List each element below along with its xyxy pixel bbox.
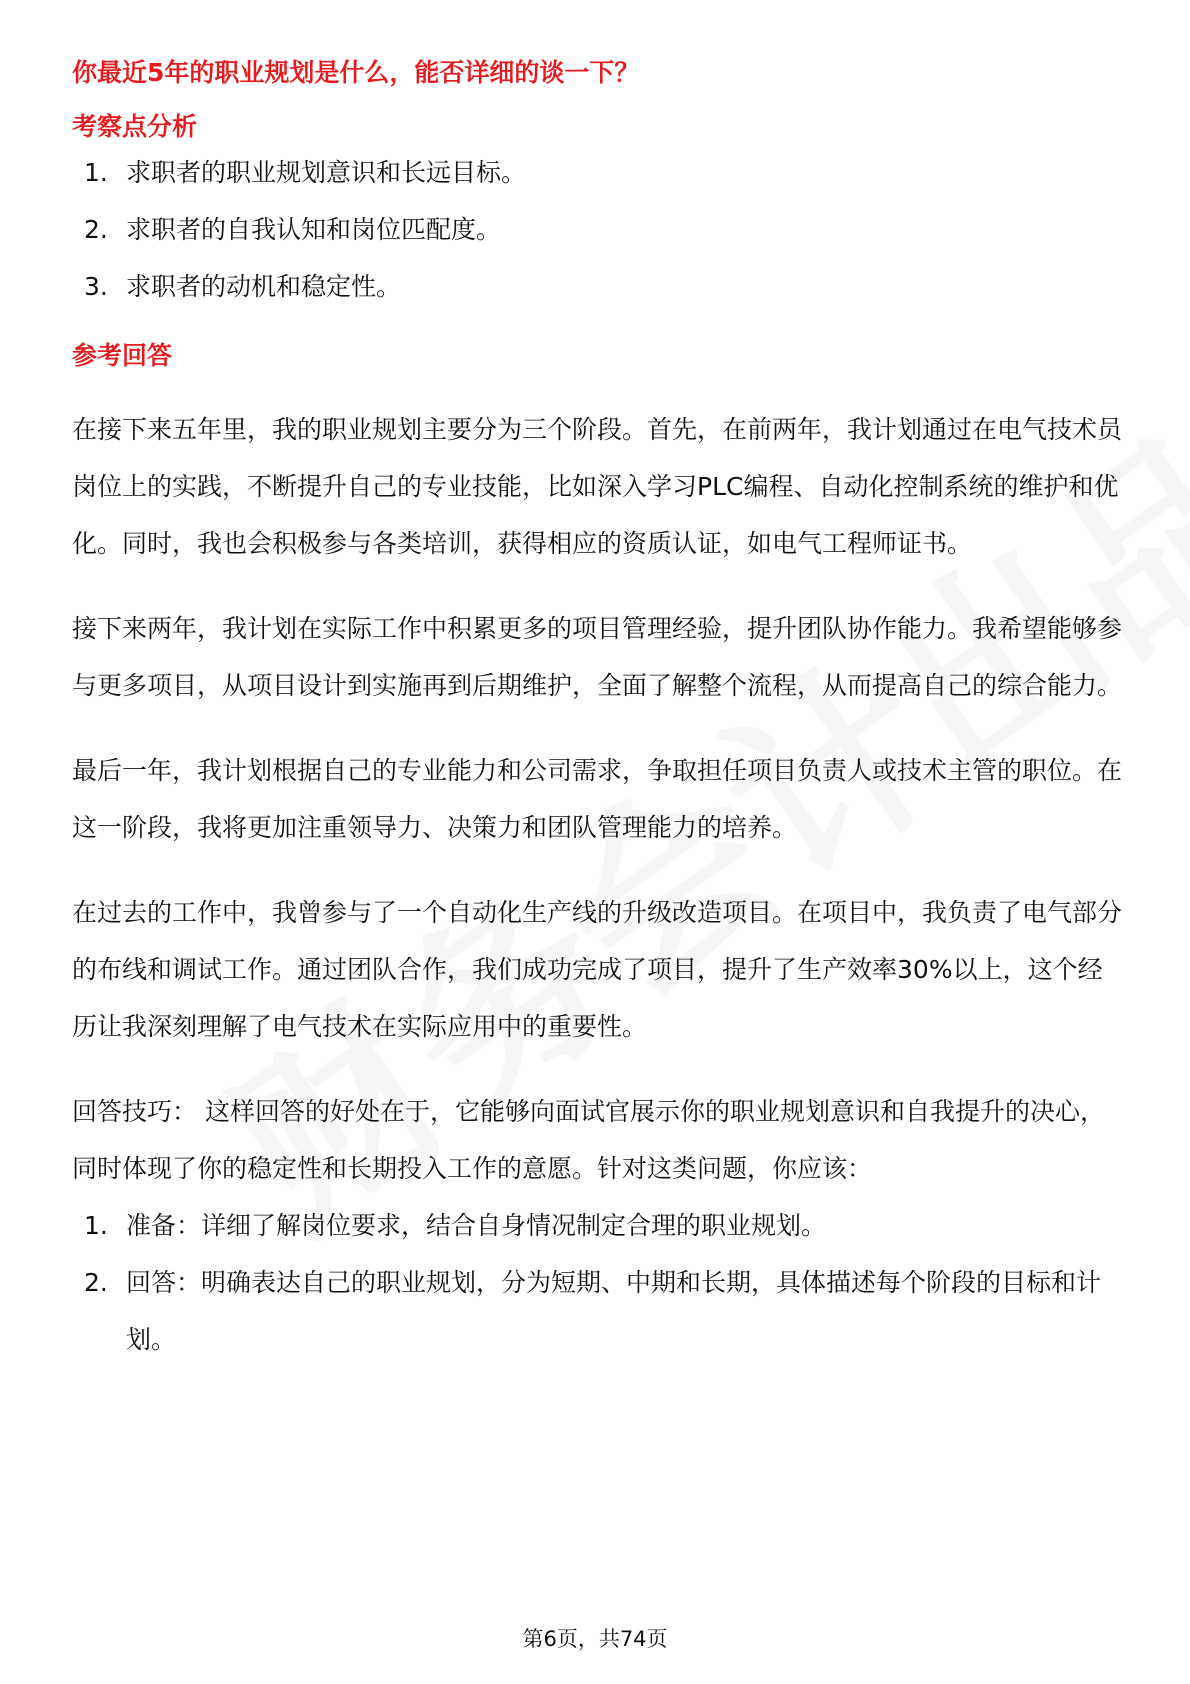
list-item xyxy=(72,258,1122,315)
answer-paragraph-1: 在接下来五年里，我的职业规划主要分为三个阶段。首先，在前两年，我计划通过在电气技术员岗位上的实践，不断提升自己的专业技能，比如深入学习PLC编程、自动化控制系统的维护和优化。同时，我也会积极参与各类培训，获得相应的资质认证，如电气工程师证书。 xyxy=(72,415,1123,558)
page-content xyxy=(72,56,1122,1368)
answer-tips-intro: 回答技巧： 这样回答的好处在于，它能够向面试官展示你的职业规划意识和自我提升的决心，同时体现了你的稳定性和长期投入工作的意愿。针对这类问题，你应该： xyxy=(72,1097,1105,1183)
list-item-text: 准备：详细了解岗位要求，结合自身情况制定合理的职业规划。 xyxy=(126,1211,827,1240)
answer-paragraph-4: 在过去的工作中，我曾参与了一个自动化生产线的升级改造项目。在项目中，我负责了电气部分的布线和调试工作。通过团队合作，我们成功完成了项目，提升了生产效率30%以上，这个经历让我深刻理解了电气技术在实际应用中的重要性。 xyxy=(72,898,1123,1041)
list-number: 1. xyxy=(84,158,108,187)
list-item-text: 求职者的职业规划意识和长远目标。 xyxy=(126,158,527,187)
list-item xyxy=(72,1254,1122,1368)
list-number: 2. xyxy=(84,215,108,244)
list-number: 3. xyxy=(84,272,108,301)
list-item xyxy=(72,1197,1122,1254)
page-number: 第6页，共74页 xyxy=(522,1627,668,1651)
tips-list xyxy=(72,1197,1122,1368)
answer-heading: 参考回答 xyxy=(72,341,173,370)
list-number: 1. xyxy=(84,1211,108,1240)
list-item-text: 求职者的自我认知和岗位匹配度。 xyxy=(126,215,502,244)
list-item-text: 回答：明确表达自己的职业规划，分为短期、中期和长期，具体描述每个阶段的目标和计划。 xyxy=(126,1268,1102,1354)
list-item-text: 求职者的动机和稳定性。 xyxy=(126,272,402,301)
list-item xyxy=(72,144,1122,201)
interview-question: 你最近5年的职业规划是什么，能否详细的谈一下？ xyxy=(72,58,640,87)
analysis-heading: 考察点分析 xyxy=(72,112,198,141)
answer-paragraph-3: 最后一年，我计划根据自己的专业能力和公司需求，争取担任项目负责人或技术主管的职位。在这一阶段，我将更加注重领导力、决策力和团队管理能力的培养。 xyxy=(72,756,1123,842)
list-number: 2. xyxy=(84,1268,108,1297)
list-item xyxy=(72,201,1122,258)
analysis-list xyxy=(72,144,1122,315)
answer-paragraph-2: 接下来两年，我计划在实际工作中积累更多的项目管理经验，提升团队协作能力。我希望能够参与更多项目，从项目设计到实施再到后期维护，全面了解整个流程，从而提高自己的综合能力。 xyxy=(72,614,1123,700)
